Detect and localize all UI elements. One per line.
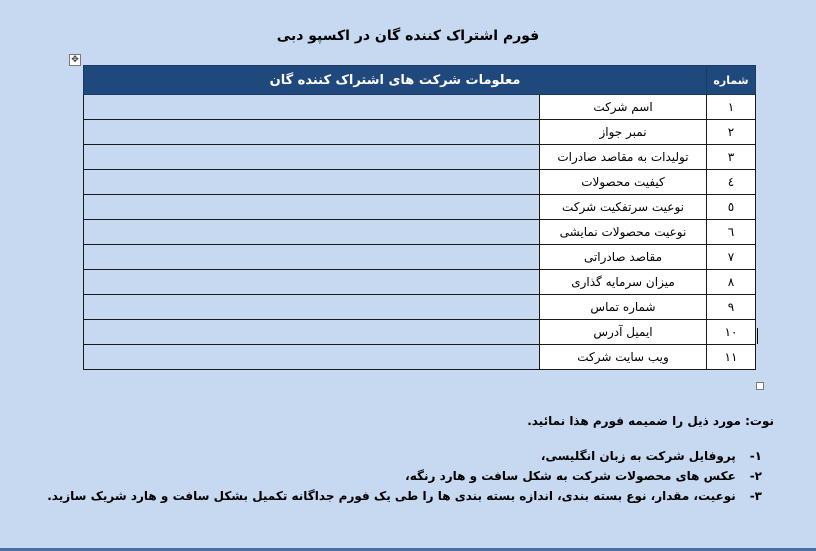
table-row xyxy=(84,120,756,145)
note-item xyxy=(47,486,774,506)
note-item-number: ٢- xyxy=(749,469,762,483)
email-address-field[interactable] xyxy=(84,320,540,345)
page-title: فورم اشتراک کننده گان در اکسپو دبی xyxy=(276,28,540,44)
row-label: نوعیت سرتفکیت شرکت xyxy=(540,195,707,220)
row-number: ٧ xyxy=(707,245,756,270)
company-name-field[interactable] xyxy=(84,95,540,120)
notes-section xyxy=(47,414,774,506)
table-resize-handle-icon[interactable] xyxy=(756,382,764,390)
license-number-field[interactable] xyxy=(84,120,540,145)
row-label: مقاصد صادراتی xyxy=(540,245,707,270)
table-row xyxy=(84,145,756,170)
row-label: شماره تماس xyxy=(540,295,707,320)
table-row xyxy=(84,245,756,270)
row-label: نوعیت محصولات نمایشی xyxy=(540,220,707,245)
table-row xyxy=(84,345,756,370)
row-label: ویب سایت شرکت xyxy=(540,345,707,370)
company-website-field[interactable] xyxy=(84,345,540,370)
export-products-field[interactable] xyxy=(84,145,540,170)
table-row xyxy=(84,270,756,295)
row-number: ١٠ xyxy=(707,320,756,345)
participants-form-table xyxy=(83,65,756,370)
note-item-text: پروفایل شرکت به زبان انگلیسی، xyxy=(540,449,736,463)
row-label: اسم شرکت xyxy=(540,95,707,120)
text-cursor xyxy=(757,328,758,344)
note-item-number: ٣- xyxy=(749,489,762,503)
row-label: تولیدات به مقاصد صادرات xyxy=(540,145,707,170)
contact-number-field[interactable] xyxy=(84,295,540,320)
header-number: شماره xyxy=(707,66,756,95)
product-quality-field[interactable] xyxy=(84,170,540,195)
note-item xyxy=(74,446,774,466)
header-company-info: معلومات شرکت های اشتراک کننده گان xyxy=(84,66,707,95)
note-list xyxy=(47,446,774,506)
row-number: ٨ xyxy=(707,270,756,295)
exhibit-products-field[interactable] xyxy=(84,220,540,245)
row-label: ایمیل آدرس xyxy=(540,320,707,345)
row-number: ٦ xyxy=(707,220,756,245)
note-item-text: عکس های محصولات شرکت به شکل سافت و هارد رنگه، xyxy=(405,469,736,483)
table-header-row xyxy=(84,66,756,95)
note-item-number: ١- xyxy=(749,449,762,463)
row-number: ٤ xyxy=(707,170,756,195)
table-row xyxy=(84,95,756,120)
table-row xyxy=(84,195,756,220)
row-number: ٥ xyxy=(707,195,756,220)
row-number: ١١ xyxy=(707,345,756,370)
row-label: میزان سرمایه گذاری xyxy=(540,270,707,295)
table-move-handle-icon[interactable]: ✥ xyxy=(69,54,81,66)
note-item-text: نوعیت، مقدار، نوع بسته بندی، اندازه بسته بندی ها را طی یک فورم جداگانه تکمیل بشکل سافت و هارد شریک سازید. xyxy=(47,489,736,503)
table-row xyxy=(84,295,756,320)
export-destinations-field[interactable] xyxy=(84,245,540,270)
row-number: ٩ xyxy=(707,295,756,320)
row-number: ٢ xyxy=(707,120,756,145)
row-number: ١ xyxy=(707,95,756,120)
note-item xyxy=(74,466,774,486)
table-row xyxy=(84,320,756,345)
row-label: نمبر جواز xyxy=(540,120,707,145)
row-label: کیفیت محصولات xyxy=(540,170,707,195)
company-certificate-field[interactable] xyxy=(84,195,540,220)
note-heading: نوت: مورد ذیل را ضمیمه فورم هذا نمائید. xyxy=(527,414,774,428)
investment-amount-field[interactable] xyxy=(84,270,540,295)
row-number: ٣ xyxy=(707,145,756,170)
table-row xyxy=(84,220,756,245)
table-row xyxy=(84,170,756,195)
